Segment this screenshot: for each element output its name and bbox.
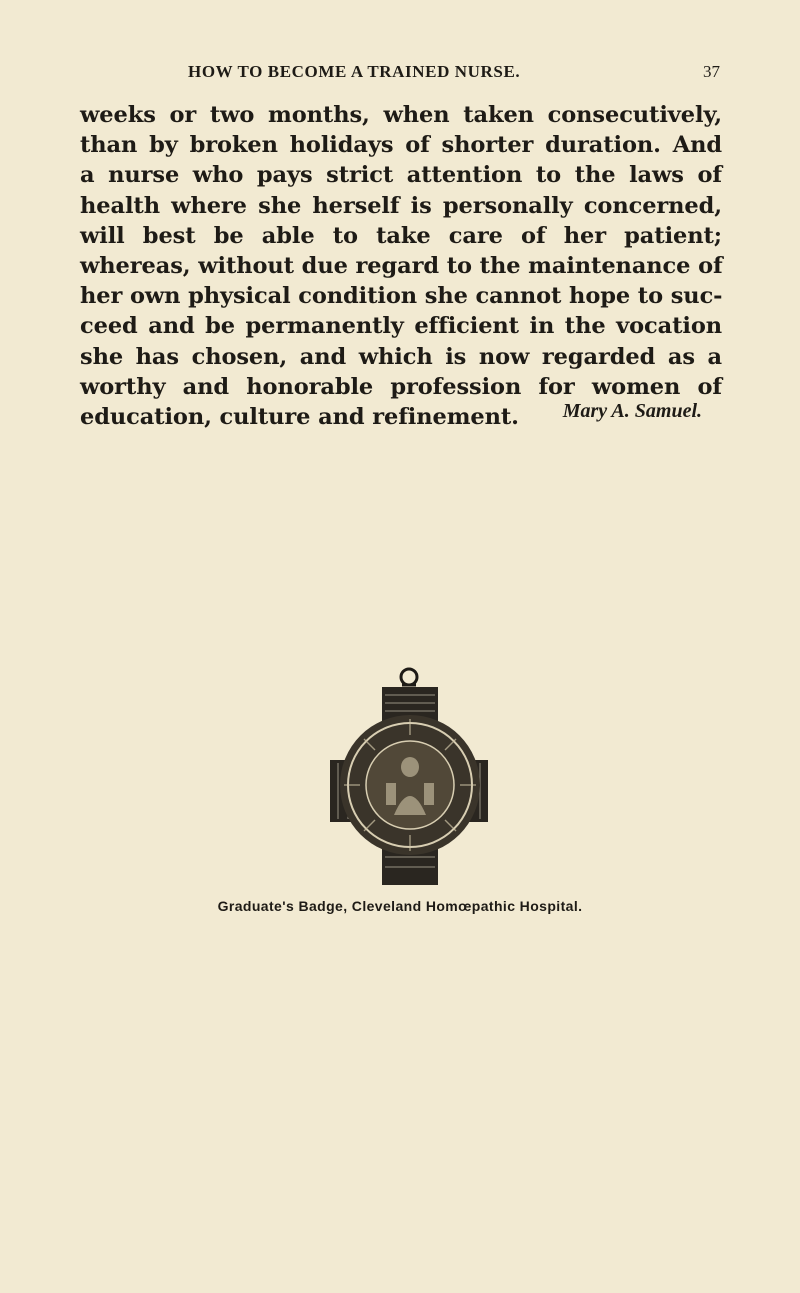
text-line: will best be able to take care of her patient; — [80, 222, 722, 249]
text-line: weeks or two months, when taken consecutively, — [80, 102, 722, 128]
text-line: she has chosen, and which is now regarded as a — [80, 343, 722, 370]
running-head — [80, 62, 720, 92]
text-line: worthy and honorable profession for women of — [80, 373, 722, 400]
text-line: education, culture and refinement. — [80, 404, 519, 431]
text-line: whereas, without due regard to the maintenance of — [80, 253, 723, 280]
figure-caption: Graduate's Badge, Cleveland Homœpathic Hospital. — [217, 898, 583, 914]
text-line: than by broken holidays of shorter duration. And — [80, 132, 722, 159]
text-line: a nurse who pays strict attention to the laws of — [80, 162, 722, 189]
text-line: her own physical condition she cannot hope to suc- — [80, 283, 723, 310]
nurse-badge-icon — [330, 665, 490, 890]
signature: Mary A. Samuel. — [562, 400, 702, 422]
text-line: health where she herself is personally concerned, — [80, 192, 722, 219]
text-line: ceed and be permanently efficient in the vocation — [80, 313, 722, 340]
body-paragraph — [80, 100, 722, 432]
running-head-title: HOW TO BECOME A TRAINED NURSE. — [188, 62, 521, 81]
page-number: 37 — [703, 62, 720, 81]
